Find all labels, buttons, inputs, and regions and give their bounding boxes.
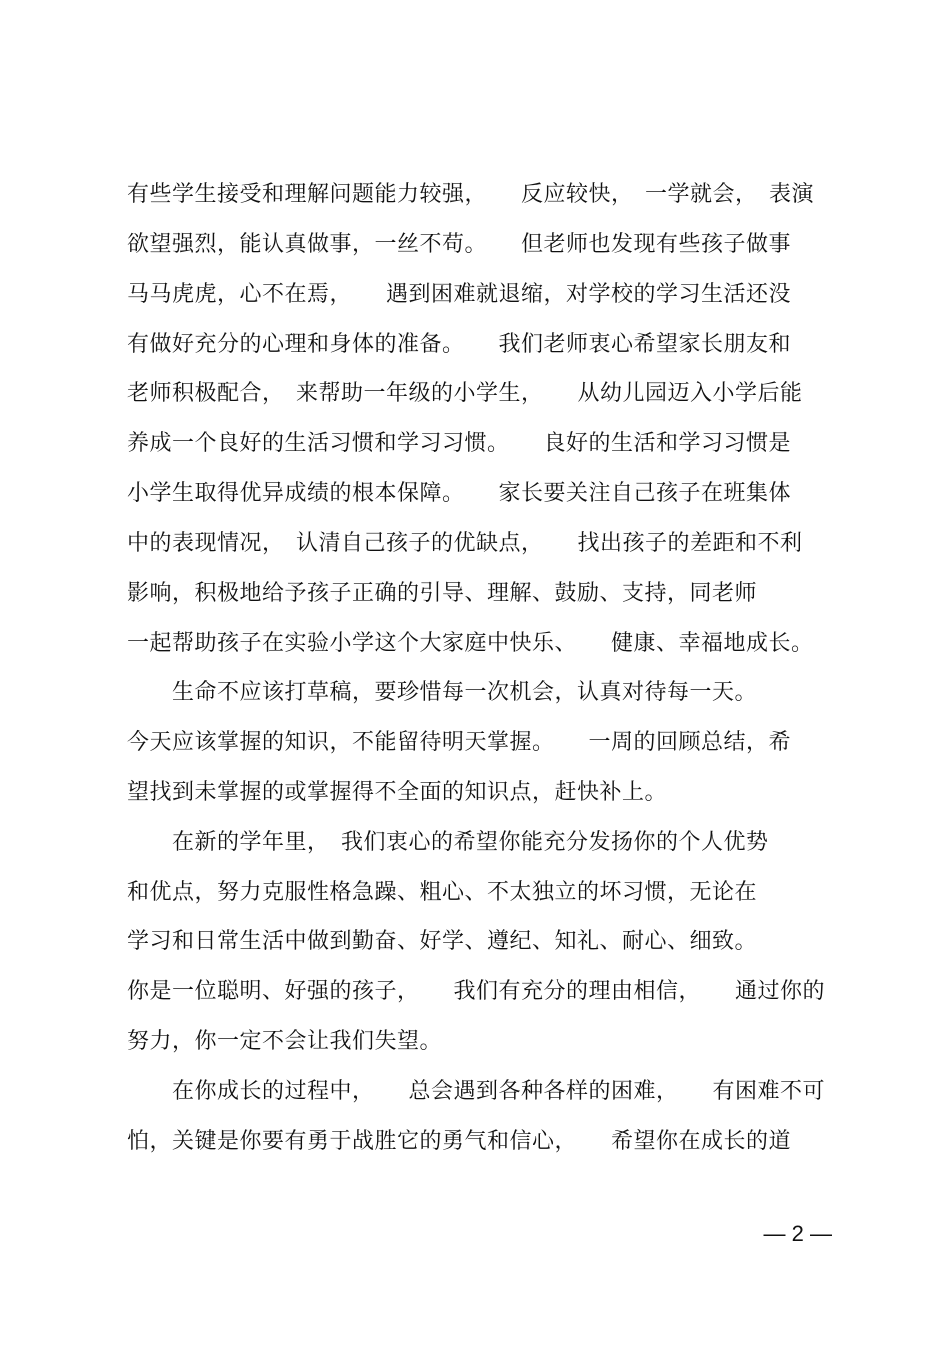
text-line: 生命不应该打草稿，要珍惜每一次机会，认真对待每一天。 (127, 680, 758, 705)
text-line: 马马虎虎，心不在焉， 遇到困难就退缩，对学校的学习生活还没 (127, 282, 792, 307)
text-line: 你是一位聪明、好强的孩子， 我们有充分的理由相信， 通过你的 (127, 979, 826, 1004)
text-line: 今天应该掌握的知识，不能留待明天掌握。 一周的回顾总结，希 (127, 730, 792, 755)
text-line: 有做好充分的心理和身体的准备。 我们老师衷心希望家长朋友和 (127, 332, 792, 357)
page-number: — 2 — (763, 1221, 832, 1246)
text-line: 和优点，努力克服性格急躁、粗心、不太独立的坏习惯，无论在 (127, 880, 758, 905)
text-line: 一起帮助孩子在实验小学这个大家庭中快乐、 健康、幸福地成长。 (127, 631, 814, 656)
text-line: 中的表现情况， 认清自己孩子的优缺点， 找出孩子的差距和不利 (127, 531, 803, 556)
text-line: 怕，关键是你要有勇于战胜它的勇气和信心， 希望你在成长的道 (127, 1129, 792, 1154)
text-line: 小学生取得优异成绩的根本保障。 家长要关注自己孩子在班集体 (127, 481, 792, 506)
text-line: 影响，积极地给予孩子正确的引导、理解、鼓励、支持，同老师 (127, 581, 758, 606)
text-line: 养成一个良好的生活习惯和学习习惯。 良好的生活和学习习惯是 (127, 431, 792, 456)
text-line: 老师积极配合， 来帮助一年级的小学生， 从幼儿园迈入小学后能 (127, 381, 803, 406)
text-line: 在你成长的过程中， 总会遇到各种各样的困难， 有困难不可 (127, 1079, 826, 1104)
text-line: 望找到未掌握的或掌握得不全面的知识点，赶快补上。 (127, 780, 668, 805)
text-line: 有些学生接受和理解问题能力较强， 反应较快， 一学就会， 表演 (127, 182, 815, 207)
text-line: 在新的学年里， 我们衷心的希望你能充分发扬你的个人优势 (127, 830, 769, 855)
text-line: 欲望强烈，能认真做事，一丝不苟。 但老师也发现有些孩子做事 (127, 232, 792, 257)
text-line: 学习和日常生活中做到勤奋、好学、遵纪、知礼、耐心、细致。 (127, 929, 758, 954)
text-line: 努力，你一定不会让我们失望。 (127, 1029, 443, 1054)
